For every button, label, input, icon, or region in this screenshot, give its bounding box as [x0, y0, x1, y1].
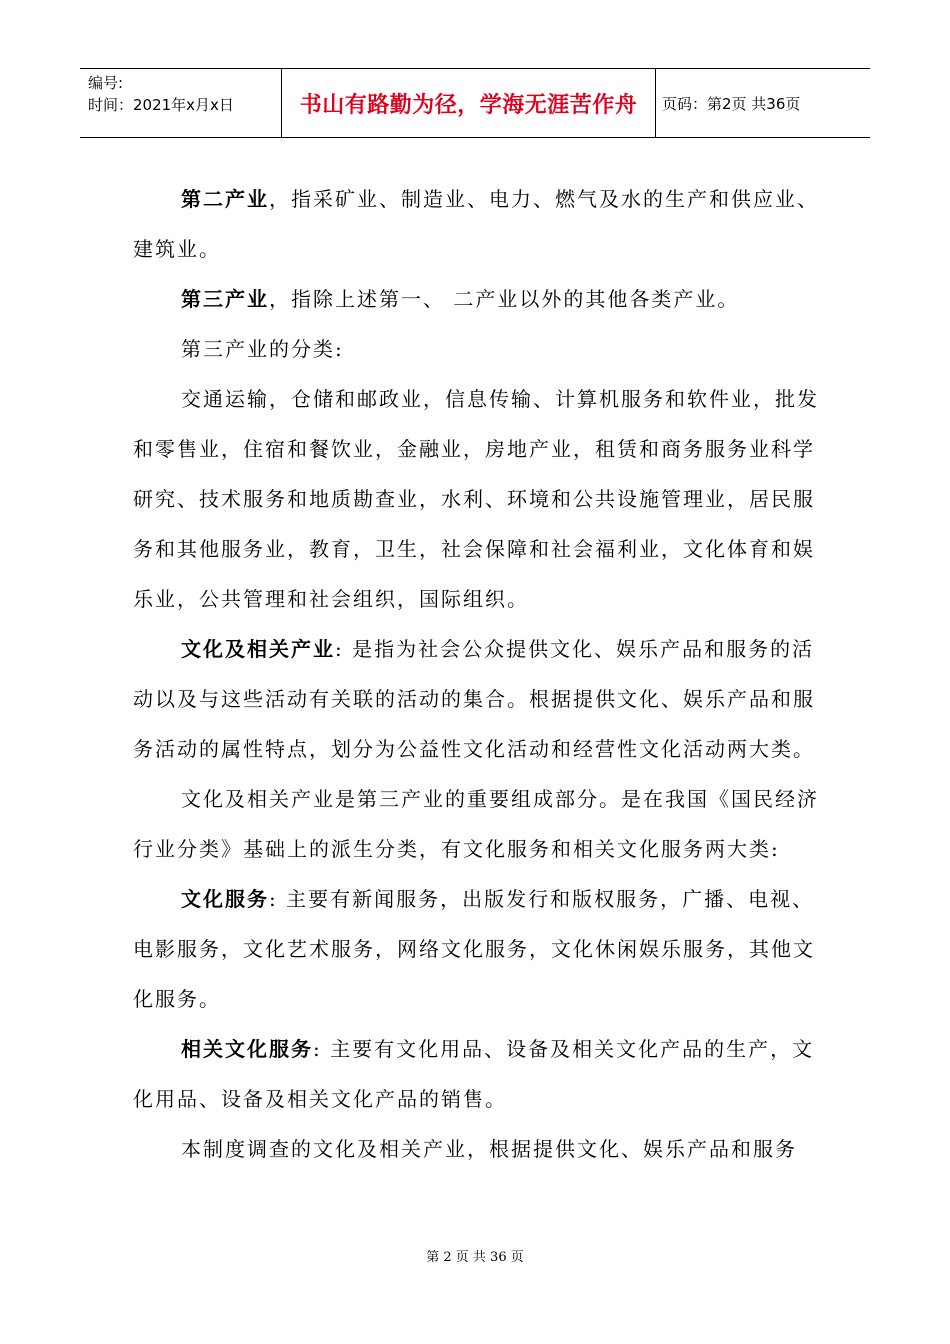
paragraph-text: 本制度调查的文化及相关产业，根据提供文化、娱乐产品和服务 [181, 1137, 797, 1161]
paragraph-text: : 是指为社会公众提供文化、娱乐产品和服务的活动以及与这些活动有关联的活动的集合。根据提供文化、娱乐产品和服务活动的属性特点，划分为公益性文化活动和经营性文化活动两大类。 [133, 637, 815, 761]
paragraph-text: : 主要有文化用品、设备及相关文化产品的生产，文化用品、设备及相关文化产品的销售。 [133, 1037, 815, 1111]
paragraph-text: 交通运输，仓储和邮政业，信息传输、计算机服务和软件业，批发和零售业，住宿和餐饮业，金融业，房地产业，租赁和商务服务业科学研究、技术服务和地质勘查业，水利、环境和公共设施管理业，居民服务和其他服务业，教育，卫生，社会保障和社会福利业，文化体育和娱乐业，公共管理和社会组织，国际组织。 [133, 387, 819, 611]
header-page-info: 页码：第2页 共36页 [662, 94, 801, 113]
paragraph [133, 374, 823, 624]
paragraph-text: : 主要有新闻服务，出版发行和版权服务，广播、电视、电影服务，文化艺术服务，网络文化服务，文化休闲娱乐服务，其他文化服务。 [133, 887, 815, 1011]
term-bold: 第三产业 [181, 287, 269, 311]
serial-label: 编号: [88, 74, 124, 92]
paragraph [133, 774, 823, 874]
paragraph-text: ，指除上述第一、 二产业以外的其他各类产业。 [269, 287, 740, 311]
term-bold: 文化及相关产业 [181, 637, 335, 661]
header-meta [80, 69, 282, 137]
header-motto: 书山有路勤为径，学海无涯苦作舟 [282, 69, 656, 137]
paragraph [133, 324, 823, 374]
paragraph [133, 174, 823, 274]
paragraph-text: 文化及相关产业是第三产业的重要组成部分。是在我国《国民经济行业分类》基础上的派生分类，有文化服务和相关文化服务两大类: [133, 787, 819, 861]
paragraph [133, 1024, 823, 1124]
paragraph-text: ，指采矿业、制造业、电力、燃气及水的生产和供应业、建筑业。 [133, 187, 819, 261]
term-bold: 文化服务 [181, 887, 269, 911]
time-label: 时间：2021年x月x日 [88, 96, 234, 114]
page-header [80, 68, 870, 138]
document-body [133, 174, 823, 1174]
term-bold: 相关文化服务 [181, 1037, 313, 1061]
paragraph [133, 874, 823, 1024]
paragraph [133, 274, 823, 324]
paragraph [133, 624, 823, 774]
paragraph [133, 1124, 823, 1174]
paragraph-text: 第三产业的分类: [181, 337, 344, 361]
term-bold: 第二产业 [181, 187, 269, 211]
page-footer: 第 2 页 共 36 页 [426, 1250, 524, 1265]
